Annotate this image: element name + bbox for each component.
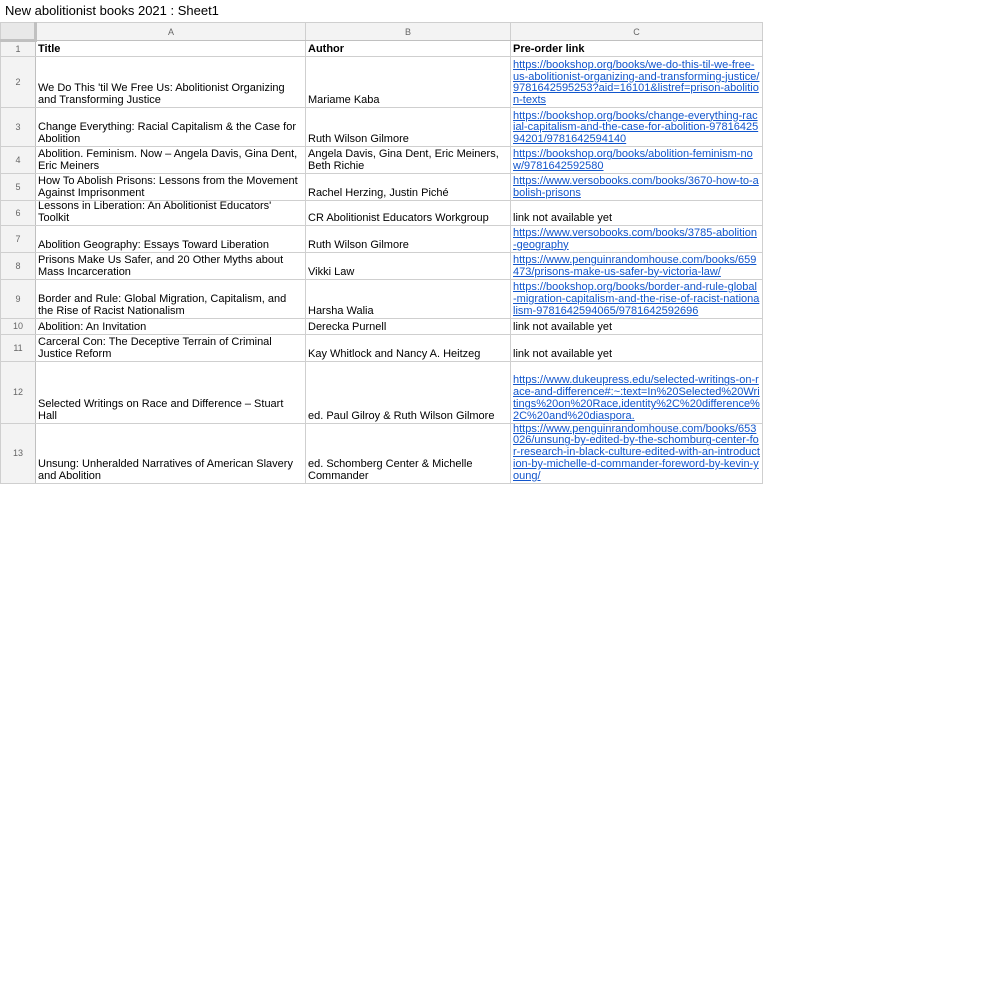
title-cell[interactable]: Change Everything: Racial Capitalism & the Case for Abolition [36, 108, 306, 147]
column-header-b[interactable]: B [306, 23, 511, 41]
link-cell[interactable]: https://www.penguinrandomhouse.com/books/659473/prisons-make-us-safer-by-victoria-law/ [511, 252, 763, 279]
link-cell[interactable]: https://bookshop.org/books/we-do-this-til-we-free-us-abolitionist-organizing-and-transforming-justice/9781642595253?aid=16101&listref=prison-abolition-texts [511, 57, 763, 108]
column-title-author[interactable]: Author [306, 41, 511, 57]
row-header[interactable]: 9 [1, 279, 36, 318]
column-title-link[interactable]: Pre-order link [511, 41, 763, 57]
row-header[interactable]: 3 [1, 108, 36, 147]
author-cell[interactable]: Vikki Law [306, 252, 511, 279]
title-cell[interactable]: Selected Writings on Race and Difference – Stuart Hall [36, 361, 306, 423]
table-row [1, 279, 763, 318]
table-row [1, 147, 763, 174]
title-cell[interactable]: Abolition. Feminism. Now – Angela Davis, Gina Dent, Eric Meiners [36, 147, 306, 174]
row-header[interactable]: 12 [1, 361, 36, 423]
author-cell[interactable]: CR Abolitionist Educators Workgroup [306, 201, 511, 226]
table-row [1, 318, 763, 334]
author-cell[interactable]: Mariame Kaba [306, 57, 511, 108]
link-cell[interactable]: https://www.versobooks.com/books/3670-how-to-abolish-prisons [511, 174, 763, 201]
column-header-a[interactable]: A [36, 23, 306, 41]
author-cell[interactable]: Derecka Purnell [306, 318, 511, 334]
title-cell[interactable]: Abolition Geography: Essays Toward Liberation [36, 225, 306, 252]
row-header[interactable]: 8 [1, 252, 36, 279]
link-cell[interactable]: https://www.penguinrandomhouse.com/books/653026/unsung-by-edited-by-the-schomburg-center-for-research-in-black-culture-edited-with-an-introduction-by-michelle-d-commander-foreword-by-kevin-young/ [511, 423, 763, 483]
author-cell[interactable]: Harsha Walia [306, 279, 511, 318]
author-cell[interactable]: Angela Davis, Gina Dent, Eric Meiners, Beth Richie [306, 147, 511, 174]
link-cell[interactable]: link not available yet [511, 201, 763, 226]
row-header[interactable]: 6 [1, 201, 36, 226]
row-header[interactable]: 13 [1, 423, 36, 483]
title-cell[interactable]: Border and Rule: Global Migration, Capitalism, and the Rise of Racist Nationalism [36, 279, 306, 318]
author-cell[interactable]: ed. Paul Gilroy & Ruth Wilson Gilmore [306, 361, 511, 423]
table-row [1, 57, 763, 108]
link-cell[interactable]: link not available yet [511, 318, 763, 334]
link-cell[interactable]: https://bookshop.org/books/change-everything-racial-capitalism-and-the-case-for-abolition-9781642594201/9781642594140 [511, 108, 763, 147]
table-row [1, 361, 763, 423]
link-cell[interactable]: https://www.dukeupress.edu/selected-writings-on-race-and-difference#:~:text=In%20Selected%20Writings%20on%20Race,identity%2C%20difference%2C%20and%20diaspora. [511, 361, 763, 423]
title-cell[interactable]: Lessons in Liberation: An Abolitionist Educators' Toolkit [36, 201, 306, 226]
title-cell[interactable]: Abolition: An Invitation [36, 318, 306, 334]
author-cell[interactable]: ed. Schomberg Center & Michelle Commander [306, 423, 511, 483]
row-header[interactable]: 2 [1, 57, 36, 108]
spreadsheet-grid [0, 22, 763, 484]
author-cell[interactable]: Kay Whitlock and Nancy A. Heitzeg [306, 334, 511, 361]
row-header[interactable]: 10 [1, 318, 36, 334]
row-header[interactable]: 11 [1, 334, 36, 361]
table-row [1, 41, 763, 57]
link-cell[interactable]: link not available yet [511, 334, 763, 361]
row-header[interactable]: 7 [1, 225, 36, 252]
row-header[interactable]: 5 [1, 174, 36, 201]
author-cell[interactable]: Ruth Wilson Gilmore [306, 225, 511, 252]
row-header[interactable]: 4 [1, 147, 36, 174]
author-cell[interactable]: Ruth Wilson Gilmore [306, 108, 511, 147]
title-cell[interactable]: How To Abolish Prisons: Lessons from the Movement Against Imprisonment [36, 174, 306, 201]
title-cell[interactable]: Unsung: Unheralded Narratives of American Slavery and Abolition [36, 423, 306, 483]
author-cell[interactable]: Rachel Herzing, Justin Piché [306, 174, 511, 201]
title-cell[interactable]: We Do This 'til We Free Us: Abolitionist Organizing and Transforming Justice [36, 57, 306, 108]
table-row [1, 252, 763, 279]
sheet-title: New abolitionist books 2021 : Sheet1 [5, 3, 219, 18]
column-title-title[interactable]: Title [36, 41, 306, 57]
link-cell[interactable]: https://bookshop.org/books/abolition-feminism-now/9781642592580 [511, 147, 763, 174]
link-cell[interactable]: https://bookshop.org/books/border-and-rule-global-migration-capitalism-and-the-rise-of-racist-nationalism-9781642594065/9781642592696 [511, 279, 763, 318]
table-row [1, 174, 763, 201]
select-all-corner[interactable] [1, 23, 36, 41]
table-row [1, 201, 763, 226]
table-row [1, 423, 763, 483]
table-row [1, 225, 763, 252]
row-header[interactable]: 1 [1, 41, 36, 57]
link-cell[interactable]: https://www.versobooks.com/books/3785-abolition-geography [511, 225, 763, 252]
grid-body [1, 41, 763, 484]
table-row [1, 334, 763, 361]
title-cell[interactable]: Prisons Make Us Safer, and 20 Other Myths about Mass Incarceration [36, 252, 306, 279]
column-header-c[interactable]: C [511, 23, 763, 41]
title-cell[interactable]: Carceral Con: The Deceptive Terrain of Criminal Justice Reform [36, 334, 306, 361]
table-row [1, 108, 763, 147]
